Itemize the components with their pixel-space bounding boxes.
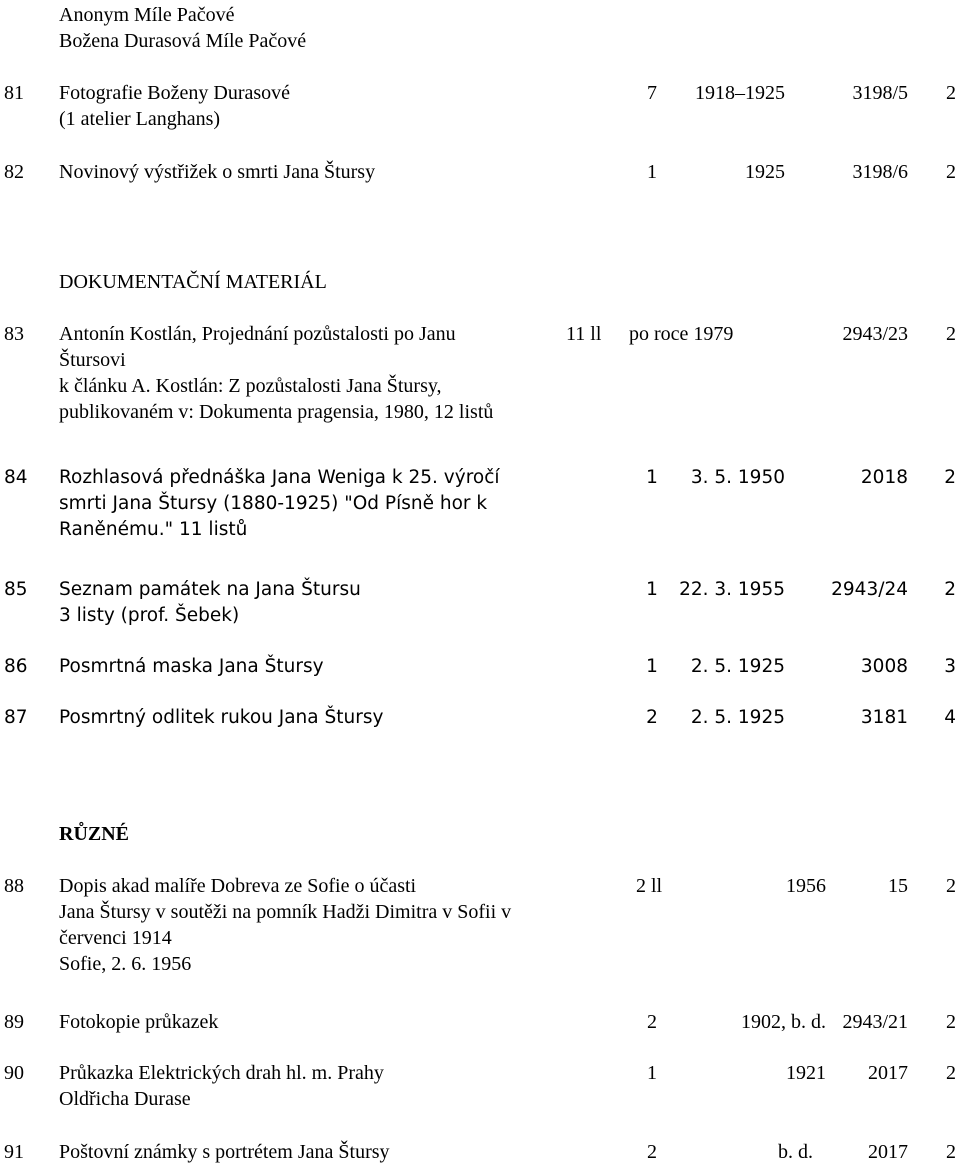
item-date: b. d. <box>778 1141 813 1163</box>
item-quantity: 1 <box>646 579 658 600</box>
item-box: 2 <box>944 467 956 488</box>
item-description-cont: 3 listy (prof. Šebek) <box>59 605 240 626</box>
item-quantity: 2 <box>647 1141 657 1163</box>
item-date: 1921 <box>786 1062 826 1084</box>
item-box: 3 <box>944 656 956 677</box>
item-box: 2 <box>946 323 956 345</box>
item-description: Průkazka Elektrických drah hl. m. Prahy <box>59 1062 384 1084</box>
item-number: 91 <box>4 1141 24 1163</box>
item-number: 86 <box>4 656 28 677</box>
item-box: 2 <box>946 1011 956 1033</box>
item-signature: 2018 <box>860 467 908 488</box>
item-description: Dopis akad malíře Dobreva ze Sofie o účasti <box>59 875 417 897</box>
item-quantity: 2 <box>647 1011 657 1033</box>
item-quantity: 1 <box>646 656 658 677</box>
item-description: Novinový výstřižek o smrti Jana Štursy <box>59 161 376 183</box>
item-signature: 2017 <box>868 1141 908 1163</box>
item-quantity: 11 ll <box>566 323 602 345</box>
item-number: 83 <box>4 323 24 345</box>
item-description-cont: Jana Štursy v soutěži na pomník Hadži Dimitra v Sofii v <box>59 901 512 923</box>
item-description-cont: (1 atelier Langhans) <box>59 108 221 130</box>
item-box: 4 <box>944 707 956 728</box>
item-number: 88 <box>4 875 24 897</box>
section-heading: RŮZNÉ <box>59 823 130 845</box>
item-box: 2 <box>946 82 956 104</box>
item-signature: 15 <box>888 875 908 897</box>
item-description-cont: Sofie, 2. 6. 1956 <box>59 953 192 975</box>
item-box: 2 <box>944 579 956 600</box>
item-date: 2. 5. 1925 <box>690 656 785 677</box>
item-date: po roce 1979 <box>629 323 734 345</box>
item-description-cont: Štursovi <box>59 349 126 371</box>
item-number: 90 <box>4 1062 24 1084</box>
item-signature: 2943/24 <box>831 579 908 600</box>
item-date: 1956 <box>786 875 826 897</box>
item-signature: 3008 <box>860 656 908 677</box>
item-box: 2 <box>946 875 956 897</box>
item-description-cont: Oldřicha Durase <box>59 1088 191 1110</box>
item-description: Posmrtná maska Jana Štursy <box>59 656 324 677</box>
item-signature: 2943/23 <box>842 323 908 345</box>
item-signature: 2943/21 <box>842 1011 908 1033</box>
item-description-cont: publikovaném v: Dokumenta pragensia, 1980, 12 listů <box>59 401 494 423</box>
item-number: 82 <box>4 161 24 183</box>
item-number: 84 <box>4 467 28 488</box>
item-description: Fotografie Boženy Durasové <box>59 82 291 104</box>
item-description: Poštovní známky s portrétem Jana Štursy <box>59 1141 390 1163</box>
item-number: 87 <box>4 707 28 728</box>
item-date: 1902, b. d. <box>741 1011 826 1033</box>
item-box: 2 <box>946 1141 956 1163</box>
item-date: 1918–1925 <box>695 82 785 104</box>
item-quantity: 2 <box>646 707 658 728</box>
item-description: Fotokopie průkazek <box>59 1011 219 1033</box>
item-description: Rozhlasová přednáška Jana Weniga k 25. výročí <box>59 467 500 488</box>
item-signature: 3181 <box>860 707 908 728</box>
item-signature: 3198/6 <box>852 161 908 183</box>
item-quantity: 1 <box>647 161 657 183</box>
item-description-cont: k článku A. Kostlán: Z pozůstalosti Jana Štursy, <box>59 375 442 397</box>
item-signature: 3198/5 <box>852 82 908 104</box>
item-quantity: 1 <box>646 467 658 488</box>
item-description-cont: smrti Jana Štursy (1880-1925) "Od Písně hor k <box>59 493 488 514</box>
item-number: 85 <box>4 579 28 600</box>
item-description: Antonín Kostlán, Projednání pozůstalosti po Janu <box>59 323 456 345</box>
item-date: 22. 3. 1955 <box>679 579 785 600</box>
item-number: 89 <box>4 1011 24 1033</box>
item-description-cont: červenci 1914 <box>59 927 172 949</box>
item-quantity: 1 <box>647 1062 657 1084</box>
item-quantity: 7 <box>647 82 657 104</box>
item-description-cont: Raněnému." 11 listů <box>59 519 248 540</box>
header-line-1: Anonym Míle Pačové <box>59 4 235 26</box>
item-signature: 2017 <box>868 1062 908 1084</box>
item-box: 2 <box>946 161 956 183</box>
item-date: 3. 5. 1950 <box>690 467 785 488</box>
item-description: Posmrtný odlitek rukou Jana Štursy <box>59 707 384 728</box>
header-line-2: Božena Durasová Míle Pačové <box>59 30 307 52</box>
item-quantity: 2 ll <box>636 875 663 897</box>
item-number: 81 <box>4 82 24 104</box>
item-box: 2 <box>946 1062 956 1084</box>
item-description: Seznam památek na Jana Štursu <box>59 579 361 600</box>
section-heading: DOKUMENTAČNÍ MATERIÁL <box>59 271 327 293</box>
item-date: 1925 <box>745 161 785 183</box>
item-date: 2. 5. 1925 <box>690 707 785 728</box>
